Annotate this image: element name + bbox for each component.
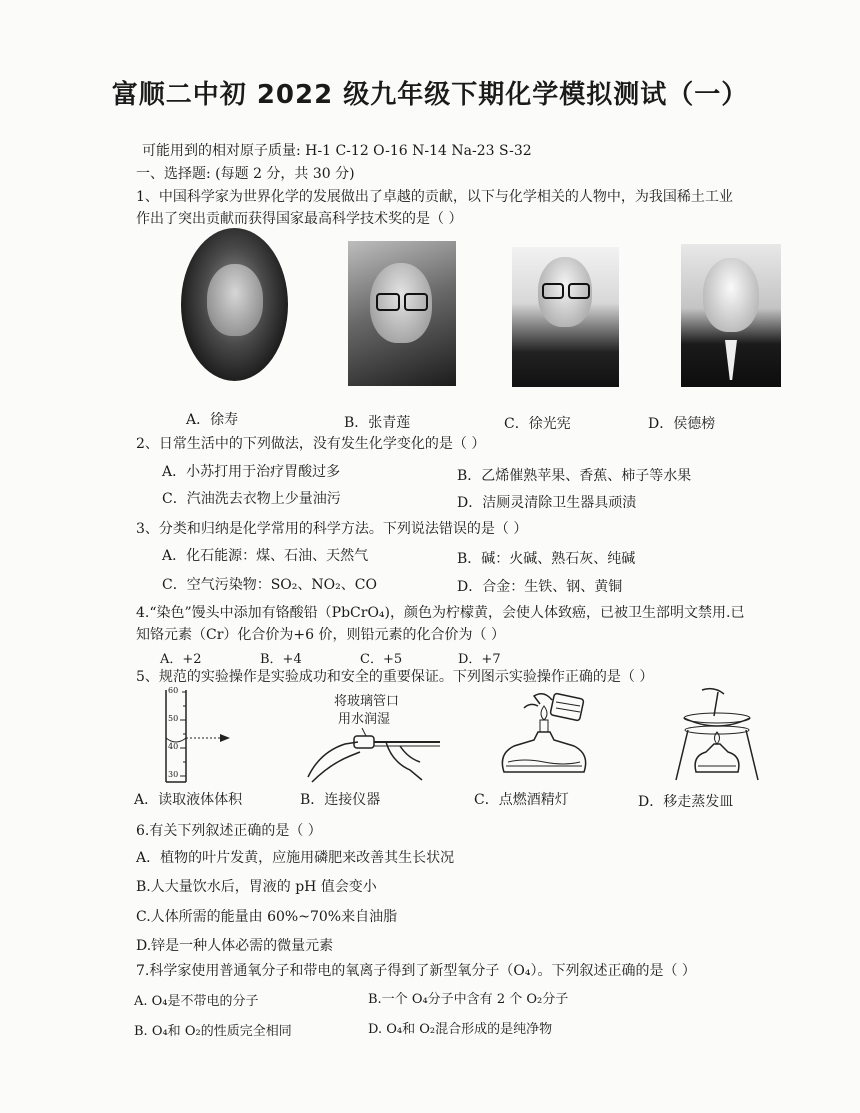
q6-option-b: B.人大量饮水后，胃液的 pH 值会变小 xyxy=(136,879,377,895)
q4-option-a: A．+2 xyxy=(160,652,202,667)
portrait-c-image xyxy=(512,247,619,387)
cylinder-tick-60: 60 xyxy=(168,686,179,695)
q6-stem: 6.有关下列叙述正确的是（ ） xyxy=(136,823,322,839)
q5-option-b: B．连接仪器 xyxy=(300,792,381,808)
q6-option-d: D.锌是一种人体必需的微量元素 xyxy=(136,938,334,954)
q3-option-c: C．空气污染物：SO₂、NO₂、CO xyxy=(162,577,377,593)
q7-option-d: D. O₄和 O₂混合形成的是纯净物 xyxy=(368,1022,553,1037)
connect-apparatus-illustration xyxy=(300,722,450,784)
q5-option-a: A．读取液体体积 xyxy=(134,792,243,808)
q2-option-a: A．小苏打用于治疗胃酸过多 xyxy=(162,464,341,480)
q5-option-d: D．移走蒸发皿 xyxy=(638,794,734,810)
q1-option-b: B．张青莲 xyxy=(344,415,411,431)
section-heading: 一、选择题: (每题 2 分，共 30 分) xyxy=(136,166,355,182)
q2-option-c: C．汽油洗去衣物上少量油污 xyxy=(162,491,341,507)
alcohol-lamp-illustration xyxy=(494,688,604,784)
q1-option-a: A．徐寿 xyxy=(186,412,239,428)
portrait-b-image xyxy=(348,241,456,386)
q1-option-c: C．徐光宪 xyxy=(504,416,571,432)
q1-option-d: D．侯德榜 xyxy=(648,416,716,432)
q6-option-a: A．植物的叶片发黄，应施用磷肥来改善其生长状况 xyxy=(136,850,455,866)
q3-option-b: B．碱：火碱、熟石灰、纯碱 xyxy=(457,551,636,567)
q2-option-b: B．乙烯催熟苹果、香蕉、柿子等水果 xyxy=(457,468,692,484)
q7-stem: 7.科学家使用普通氧分子和带电的氧离子得到了新型氧分子（O₄）。下列叙述正确的是（ ） xyxy=(136,963,696,979)
q7-option-b: B.一个 O₄分子中含有 2 个 O₂分子 xyxy=(368,992,569,1007)
q1-stem-line2: 作出了突出贡献而获得国家最高科学技术奖的是（ ） xyxy=(136,211,463,227)
q3-stem: 3、分类和归纳是化学常用的科学方法。下列说法错误的是（ ） xyxy=(136,521,528,537)
page-title: 富顺二中初 2022 级九年级下期化学模拟测试（一） xyxy=(111,80,749,110)
illus-b-label-line1: 将玻璃管口 xyxy=(334,694,400,709)
portrait-a-image xyxy=(181,228,288,381)
cylinder-tick-40: 40 xyxy=(168,742,179,751)
q7-option-a: A. O₄是不带电的分子 xyxy=(134,994,259,1009)
q7-option-c: B. O₄和 O₂的性质完全相同 xyxy=(134,1024,292,1039)
q4-option-c: C．+5 xyxy=(360,652,403,667)
atomic-masses: 可能用到的相对原子质量: H-1 C-12 O-16 N-14 Na-23 S-32 xyxy=(142,143,532,159)
q2-option-d: D．洁厕灵清除卫生器具顽渍 xyxy=(457,495,637,511)
q3-option-a: A．化石能源：煤、石油、天然气 xyxy=(162,548,369,564)
q3-option-d: D．合金：生铁、钢、黄铜 xyxy=(457,579,623,595)
cylinder-tick-50: 50 xyxy=(168,714,179,723)
q4-stem-line1: 4.“染色”馒头中添加有铬酸铅（PbCrO₄)，颜色为柠檬黄，会使人体致癌，已被卫生部明文禁用.已 xyxy=(136,605,745,621)
q1-stem-line1: 1、中国科学家为世界化学的发展做出了卓越的贡献，以下与化学相关的人物中，为我国稀土工业 xyxy=(136,189,733,205)
q5-option-c: C．点燃酒精灯 xyxy=(474,792,569,808)
cylinder-illustration xyxy=(156,686,256,786)
evaporating-dish-illustration xyxy=(662,686,772,784)
q5-stem: 5、规范的实验操作是实验成功和安全的重要保证。下列图示实验操作正确的是（ ） xyxy=(136,669,654,685)
q4-option-b: B．+4 xyxy=(260,652,302,667)
q6-option-c: C.人体所需的能量由 60%~70%来自油脂 xyxy=(136,909,398,925)
q4-option-d: D．+7 xyxy=(458,652,501,667)
cylinder-tick-30: 30 xyxy=(168,770,179,779)
q2-stem: 2、日常生活中的下列做法，没有发生化学变化的是（ ） xyxy=(136,436,486,452)
illus-b-label-line2: 用水润湿 xyxy=(338,712,391,727)
q4-stem-line2: 知铬元素（Cr）化合价为+6 价，则铅元素的化合价为（ ） xyxy=(136,627,505,643)
portrait-d-image xyxy=(681,244,781,387)
